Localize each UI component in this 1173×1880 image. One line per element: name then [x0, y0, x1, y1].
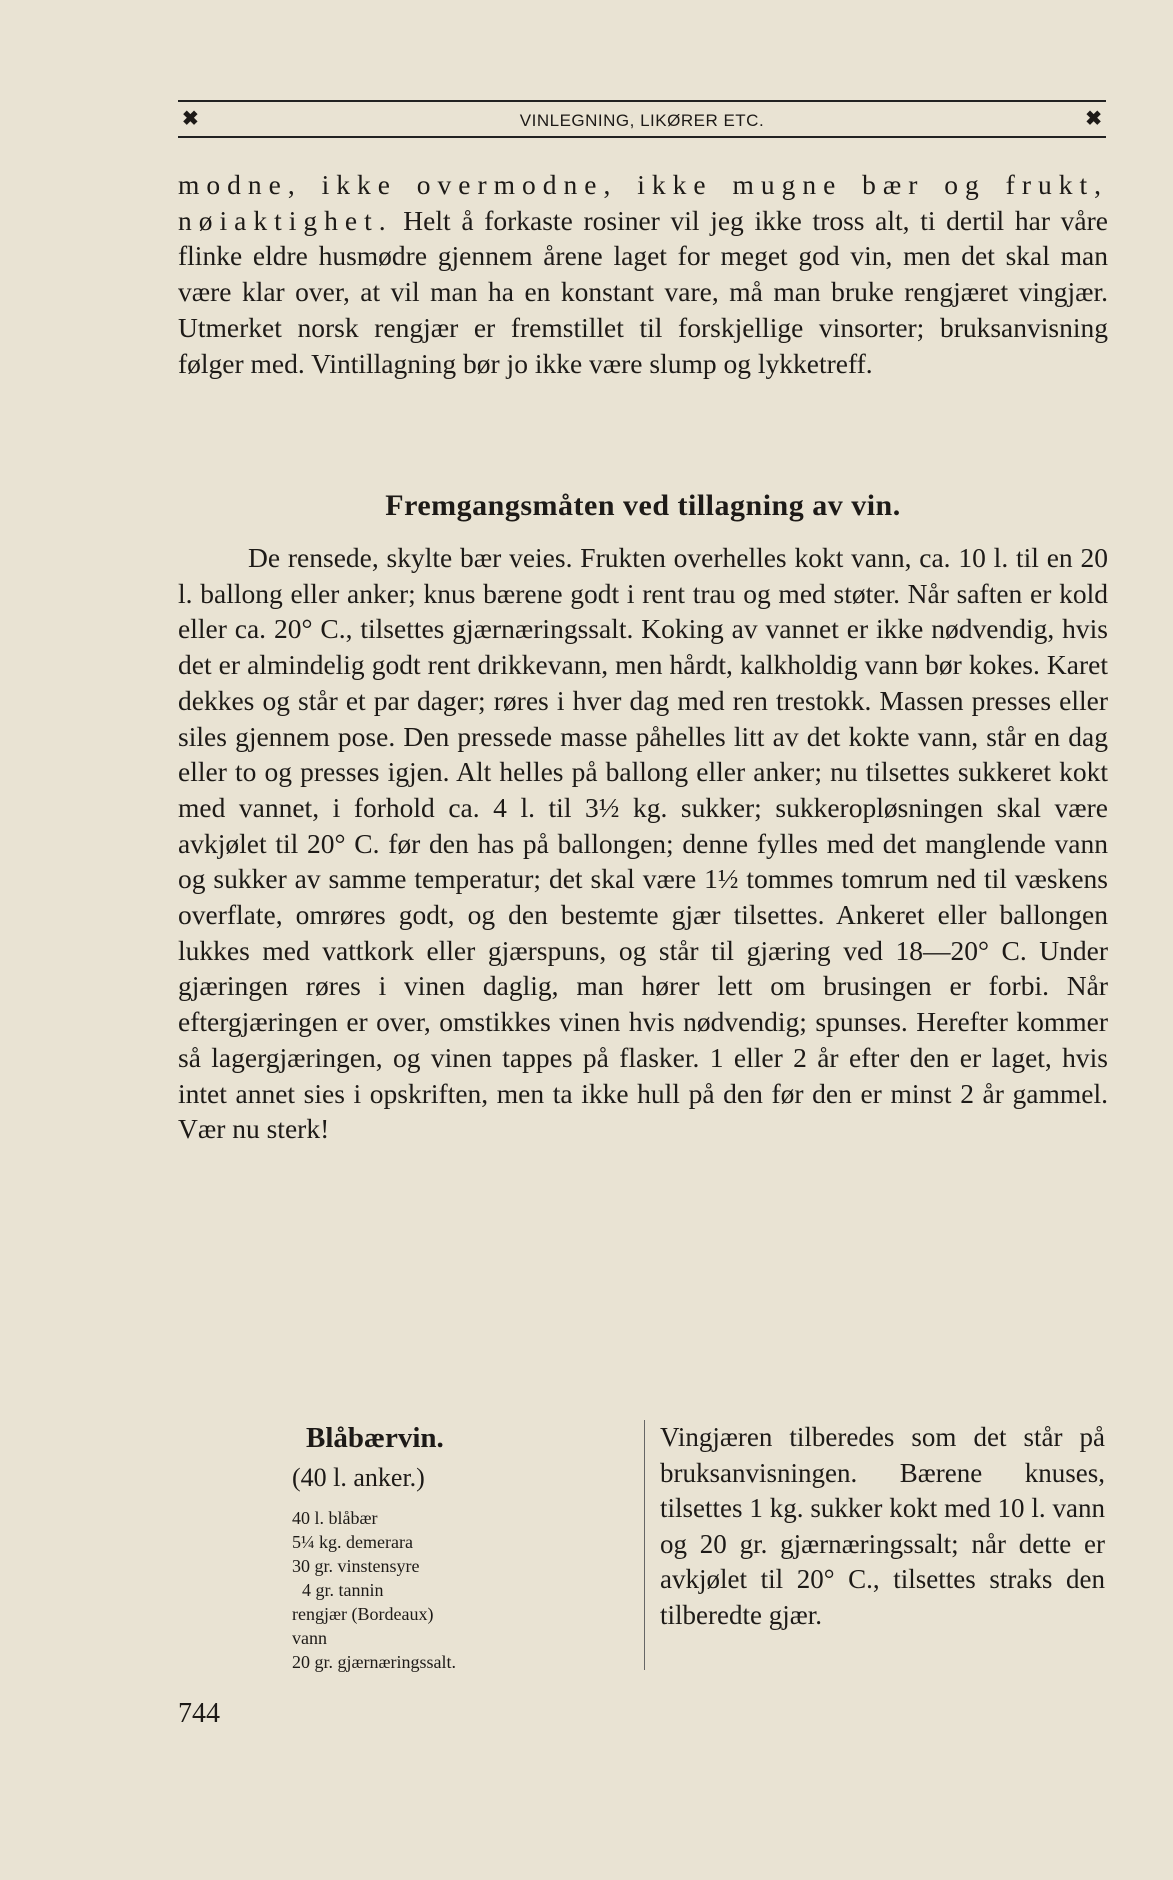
intro-paragraph	[178, 167, 1108, 381]
recipe-subtitle: (40 l. anker.)	[292, 1463, 425, 1492]
ingredient-item: 40 l. blåbær	[292, 1508, 378, 1528]
running-head	[178, 100, 1106, 138]
ingredient-item: 30 gr. vinstensyre	[292, 1556, 420, 1576]
spaced-emphasis: modne, ikke overmodne, ikke mugne bær og frukt, nøiaktighet.	[178, 169, 1108, 236]
recipe-title: Blåbærvin.	[306, 1422, 444, 1454]
ingredient-item: 4 gr. tannin	[302, 1580, 384, 1600]
ingredient-item: 20 gr. gjærnæringssalt.	[292, 1652, 457, 1672]
recipe-block	[292, 1420, 632, 1674]
ornament-left-icon: ✖	[182, 108, 199, 130]
intro-paragraph-block	[178, 167, 1108, 381]
intro-text: Helt å forkaste rosiner vil jeg ikke tross alt, ti dertil har våre flinke eldre husmødre gjennem årene laget for meget god vin, men det skal man være klar over, at vil man ha en konstant vare, må man bruke rengjæret vingjær. Utmerket norsk rengjær er fremstillet til forskjellige vinsorter; bruksanvisning følger med. Vintillagning bør jo ikke være slump og lykketreff.	[178, 204, 1108, 379]
main-paragraph-block	[178, 540, 1108, 1147]
page-number: 744	[178, 1698, 220, 1729]
ornament-right-icon: ✖	[1085, 108, 1102, 130]
recipe-method: Vingjæren tilberedes som det står på bruksanvisningen. Bærene knuses, tilsettes 1 kg. sukker kokt med 10 l. vann og 20 gr. gjærnæringssalt; når dette er avkjølet til 20° C., tilsettes straks den tilberedte gjær.	[660, 1422, 1105, 1630]
ingredient-list	[292, 1506, 632, 1674]
section-heading: Fremgangsmåten ved tillagning av vin.	[385, 489, 901, 522]
ingredient-item: 5¼ kg. demerara	[292, 1532, 413, 1552]
running-head-title: VINLEGNING, LIKØRER ETC.	[519, 111, 765, 130]
ingredient-item: vann	[292, 1628, 327, 1648]
column-divider	[644, 1420, 645, 1670]
main-paragraph: De rensede, skylte bær veies. Frukten overhelles kokt vann, ca. 10 l. til en 20 l. ballong eller anker; knus bærene godt i rent trau og med støter. Når saften er kold eller ca. 20° C., tilsettes gjærnæringssalt. Koking av vannet er ikke nødvendig, hvis det er almindelig godt rent drikkevann, men hårdt, kalkholdig vann bør kokes. Karet dekkes og står et par dager; røres i hver dag med ren trestokk. Massen presses eller siles gjennem pose. Den pressede masse påhelles litt av det kokte vann, står en dag eller to og presses igjen. Alt helles på ballong eller anker; nu tilsettes sukkeret kokt med vannet, i forhold ca. 4 l. til 3½ kg. sukker; sukkeropløsningen skal være avkjølet til 20° C. før den has på ballongen; denne fylles med det manglende vann og sukker av samme temperatur; det skal være 1½ tommes tomrum ned til væskens overflate, omrøres godt, og den bestemte gjær tilsettes. Ankeret eller ballongen lukkes med vattkork eller gjærspuns, og står til gjæring ved 18—20° C. Under gjæringen røres i vinen daglig, man hører lett om brusingen er forbi. Når eftergjæringen er over, omstikkes vinen hvis nødvendig; spunses. Herefter kommer så lagergjæringen, og vinen tappes på flasker. 1 eller 2 år efter den er laget, hvis intet annet sies i opskriften, men ta ikke hull på den før den er minst 2 år gammel. Vær nu sterk!	[178, 542, 1108, 1145]
ingredient-item: rengjær (Bordeaux)	[292, 1604, 434, 1624]
